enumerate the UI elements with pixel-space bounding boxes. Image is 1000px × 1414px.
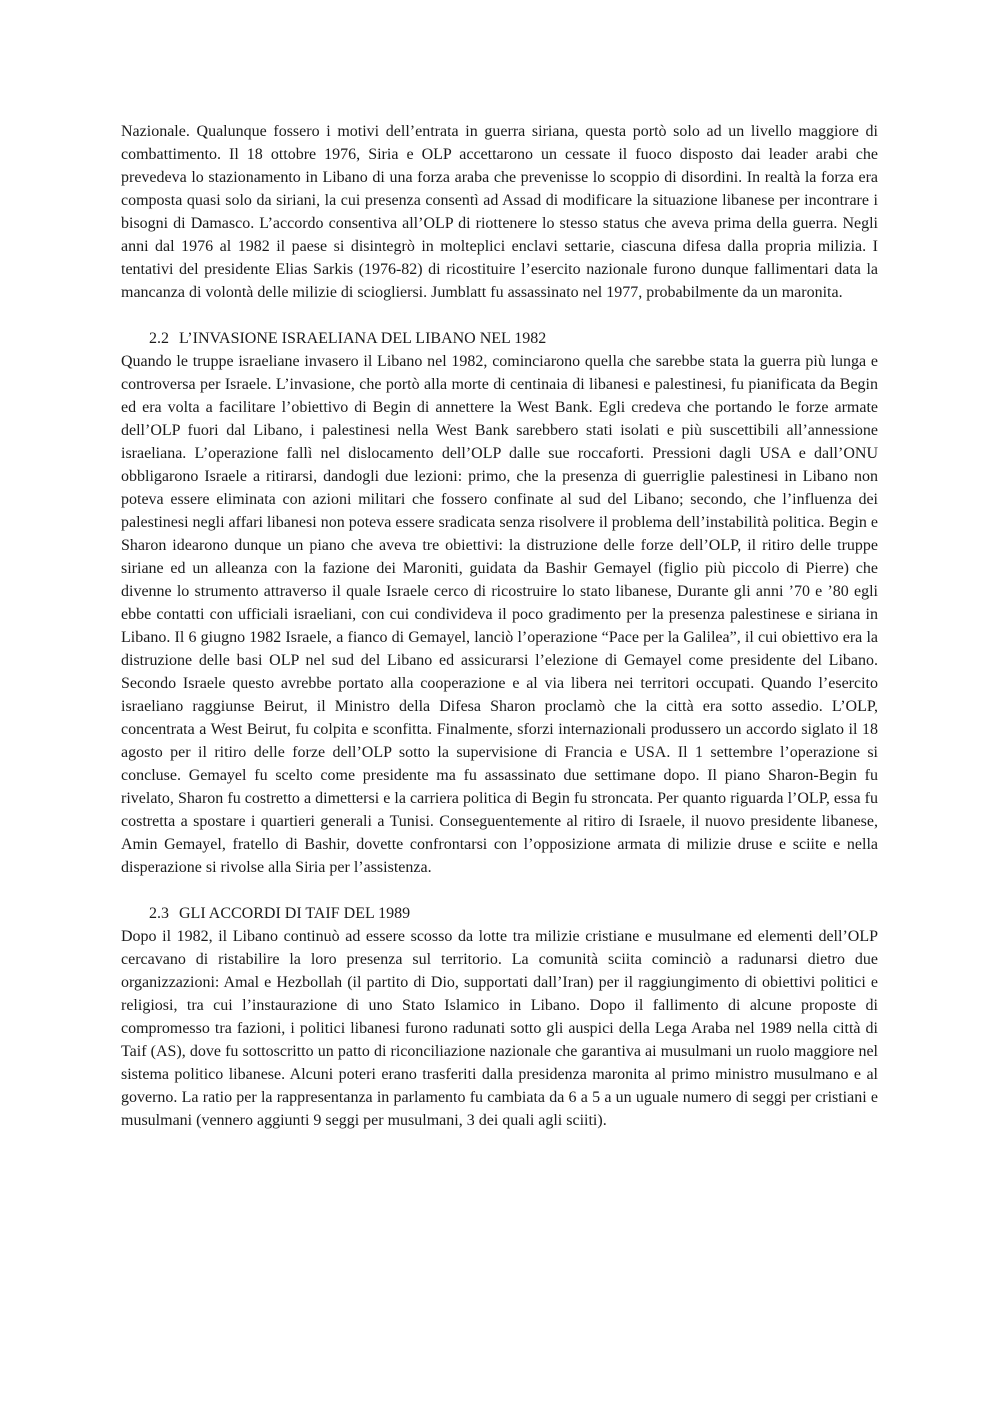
section-body-2-2: Quando le truppe israeliane invasero il Libano nel 1982, cominciarono quella che sarebbe stata la guerra più lunga e controversa per Israele. L’invasione, che portò alla morte di centinaia di libanesi e palestinesi, fu pianificata da Begin ed era volta a facilitare l’obiettivo di Begin di annettere la West Bank. Egli credeva che portando le forze armate dell’OLP fuori dal Libano, i palestinesi nella West Bank sarebbero stati isolati e più suscettibili all’annessione israeliana. L’operazione fallì nel dislocamento dell’OLP dalle sue roccaforti. Pressioni dagli USA e dall’ONU obbligarono Israele a ritirarsi, dandogli due lezioni: primo, che la presenza di guerriglie palestinesi in Libano non poteva essere eliminata con azioni militari che fossero confinate al sud del Libano; secondo, che l’influenza dei palestinesi negli affari libanesi non poteva essere sradicata senza risolvere il problema dell’instabilità politica. Begin e Sharon idearono dunque un piano che aveva tre obiettivi: la distruzione delle forze dell’OLP, il ritiro delle truppe siriane ed un alleanza con la fazione dei Maroniti, guidata da Bashir Gemayel (figlio più piccolo di Pierre) che divenne lo strumento attraverso il quale Israele cerco di ricostruire lo stato libanese, Durante gli anni ’70 e ’80 egli ebbe contatti con ufficiali israeliani, con cui condivideva il poco gradimento per la presenza palestinese e siriana in Libano. Il 6 giugno 1982 Israele, a fianco di Gemayel, lanciò l’operazione “Pace per la Galilea”, il cui obiettivo era la distruzione delle basi OLP nel sud del Libano ed assicurarsi l’elezione di Gemayel come presidente del Libano. Secondo Israele questo avrebbe portato alla cooperazione e al via libera nei territori occupati. Quando l’esercito israeliano raggiunse Beirut, il Ministro della Difesa Sharon proclamò che la città era sotto assedio. L’OLP, concentrata a West Beirut, fu colpita e sconfitta. Finalmente, sforzi internazionali produssero un accordo siglato il 18 agosto per il ritiro delle forze dell’OLP sotto la supervisione di Francia e USA. Il 1 settembre l’operazione si concluse. Gemayel fu scelto come presidente ma fu assassinato due settimane dopo. Il piano Sharon-Begin fu rivelato, Sharon fu costretto a dimettersi e la carriera politica di Begin fu stroncata. Per quanto riguarda l’OLP, essa fu costretta a spostare i quartieri generali a Tunisi. Conseguentemente al ritiro di Israele, il nuovo presidente libanese, Amin Gemayel, fratello di Bashir, dovette confrontarsi con l’opposizione armata di milizie druse e sciite e nella disperazione si rivolse alla Siria per l’assistenza. — [121, 353, 878, 876]
document-page — [121, 120, 878, 1132]
section-heading-2-3 — [121, 902, 878, 925]
section-body-2-3: Dopo il 1982, il Libano continuò ad essere scosso da lotte tra milizie cristiane e musulmane ed elementi dell’OLP cercavano di ristabilire la loro presenza sul territorio. La comunità sciita cominciò a radunarsi dietro due organizzazioni: Amal e Hezbollah (il partito di Dio, supportati dall’Iran) per il raggiungimento di obiettivi politici e religiosi, tra cui l’instaurazione di uno Stato Islamico in Libano. Dopo il fallimento di alcune proposte di compromesso tra fazioni, i politici libanesi furono radunati sotto gli auspici della Lega Araba nel 1989 nella città di Taif (AS), dove fu sottoscritto un patto di riconciliazione nazionale che garantiva ai musulmani un ruolo maggiore nel sistema politico libanese. Alcuni poteri erano trasferiti dalla presidenza maronita al primo ministro musulmano e al governo. La ratio per la rappresentanza in parlamento fu cambiata da 6 a 5 a un uguale numero di seggi per cristiani e musulmani (vennero aggiunti 9 seggi per musulmani, 3 dei quali agli sciiti). — [121, 928, 878, 1129]
section-title: L’INVASIONE ISRAELIANA DEL LIBANO NEL 1982 — [179, 330, 547, 347]
section-title: GLI ACCORDI DI TAIF DEL 1989 — [179, 905, 411, 922]
section-number: 2.2 — [149, 330, 169, 347]
intro-paragraph: Nazionale. Qualunque fossero i motivi dell’entrata in guerra siriana, questa portò solo ad un livello maggiore di combattimento. Il 18 ottobre 1976, Siria e OLP accettarono un cessate il fuoco disposto dai leader arabi che prevedeva lo stazionamento in Libano di una forza araba che prevenisse lo scoppio di disordini. In realtà la forza era composta quasi solo da siriani, la cui presenza consentì ad Assad di modificare la situazione libanese per incontrare i bisogni di Damasco. L’accordo consentiva all’OLP di riottenere lo stesso status che aveva prima della guerra. Negli anni dal 1976 al 1982 il paese si disintegrò in molteplici enclavi settarie, ciascuna difesa dalla propria milizia. I tentativi del presidente Elias Sarkis (1976-82) di ricostituire l’esercito nazionale furono dunque fallimentari data la mancanza di volontà delle milizie di sciogliersi. Jumblatt fu assassinato nel 1977, probabilmente da un maronita. — [121, 123, 878, 301]
section-heading-2-2 — [121, 327, 878, 350]
section-number: 2.3 — [149, 905, 169, 922]
